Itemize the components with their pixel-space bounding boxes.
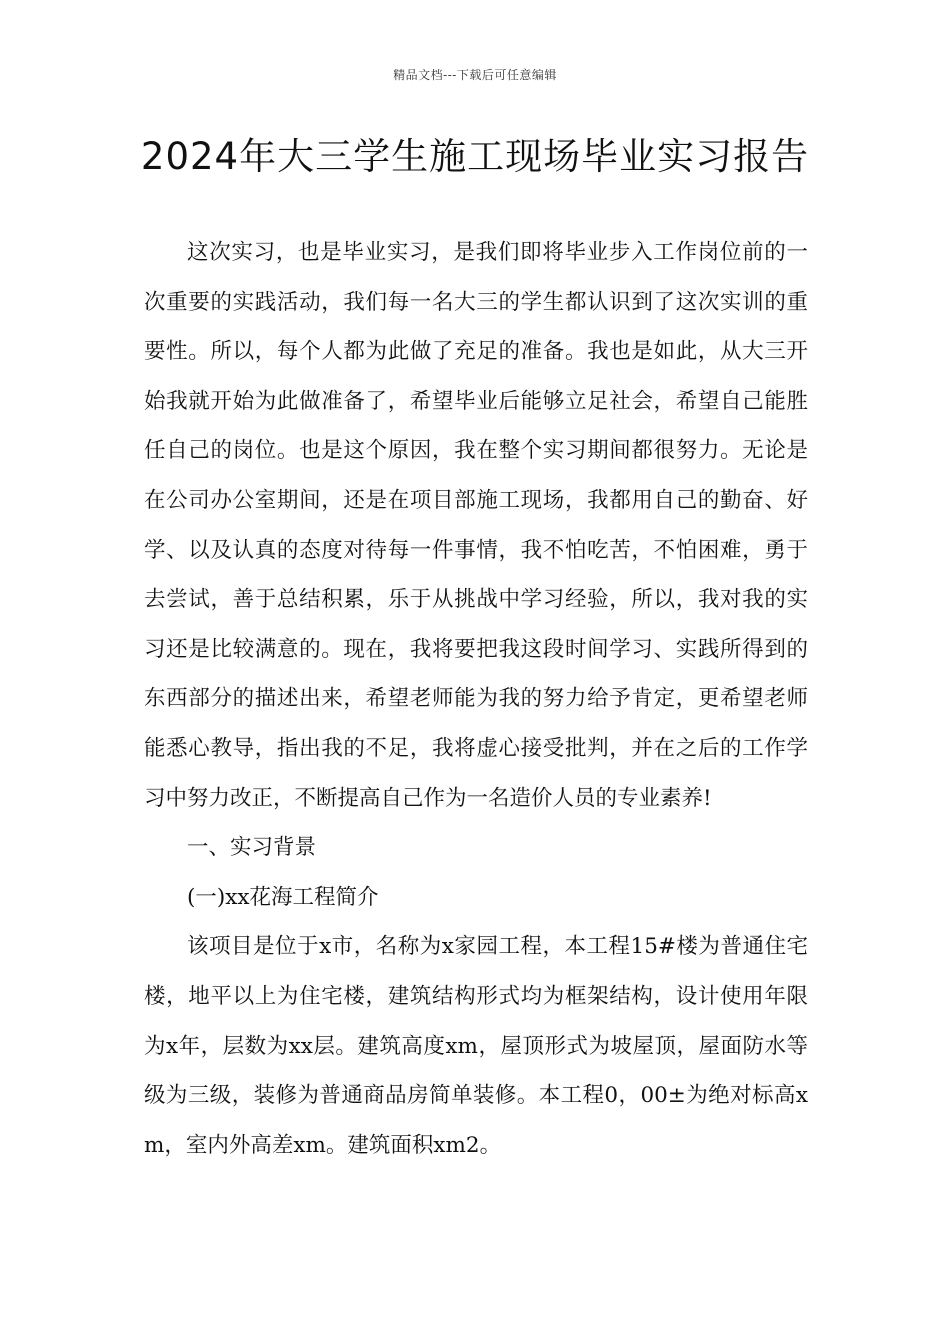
subsection-heading-project: (一)xx花海工程简介	[187, 884, 379, 910]
document-body	[144, 228, 808, 1170]
document-title: 2024年大三学生施工现场毕业实习报告	[140, 135, 810, 178]
intro-paragraph: 这次实习，也是毕业实习，是我们即将毕业步入工作岗位前的一次重要的实践活动，我们每一名大三的学生都认识到了这次实训的重要性。所以，每个人都为此做了充足的准备。我也是如此，从大三开始我就开始为此做准备了，希望毕业后能够立足社会，希望自己能胜任自己的岗位。也是这个原因，我在整个实习期间都很努力。无论是在公司办公室期间，还是在项目部施工现场，我都用自己的勤奋、好学、以及认真的态度对待每一件事情，我不怕吃苦，不怕困难，勇于去尝试，善于总结积累，乐于从挑战中学习经验，所以，我对我的实习还是比较满意的。现在，我将要把我这段时间学习、实践所得到的东西部分的描述出来，希望老师能为我的努力给予肯定，更希望老师能悉心教导，指出我的不足，我将虚心接受批判，并在之后的工作学习中努力改正，不断提高自己作为一名造价人员的专业素养!	[144, 240, 808, 811]
project-description-paragraph: 该项目是位于x市，名称为x家园工程，本工程15#楼为普通住宅楼，地平以上为住宅楼，建筑结构形式均为框架结构，设计使用年限为x年，层数为xx层。建筑高度xm，屋顶形式为坡屋顶，屋面防水等级为三级，装修为普通商品房简单装修。本工程0，00±为绝对标高xm，室内外高差xm。建筑面积xm2。	[144, 934, 808, 1158]
section-heading-background: 一、实习背景	[187, 835, 317, 861]
header-note: 精品文档---下载后可任意编辑	[393, 68, 557, 82]
